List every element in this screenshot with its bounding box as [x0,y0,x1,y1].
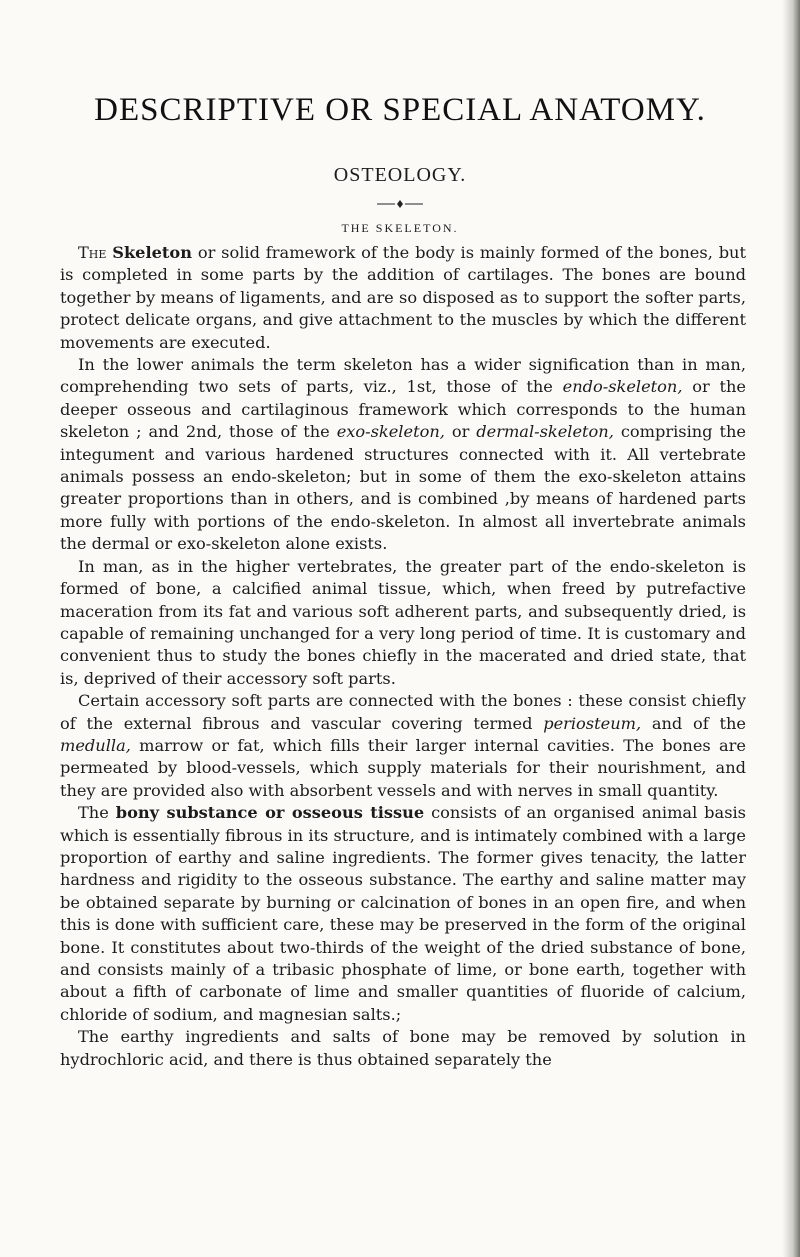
paragraph-text: The earthy ingredients and salts of bone may be removed by solution in hydrochloric acid, and there is thus obtained separately the [60,1027,746,1069]
paragraph [60,802,746,1026]
page-title: DESCRIPTIVE OR SPECIAL ANATOMY. [94,92,706,128]
paragraph-text: and of the [641,713,746,733]
italic-term: endo-skeleton, [562,377,683,397]
paragraph [60,690,746,802]
paragraph-text: or the deeper osseous and cartilaginous framework which corresponds to the human skeleton ; and 2nd, those of the [60,377,746,442]
paragraph [60,242,746,354]
page-edge-shadow [782,0,800,1257]
bold-term: Skeleton [112,243,192,262]
italic-term: medulla, [60,735,131,755]
paragraph-text: In man, as in the higher vertebrates, the greater part of the endo-skeleton is formed of bone, a calcified animal tissue, which, when freed by putrefactive maceration from its fat and various soft adherent parts, and subsequently dried, is capable of remaining unchanged for a very long period of time. It is customary and convenient thus to study the bones chiefly in the macerated and dried state, that is, deprived of their accessory soft parts. [60,556,746,688]
italic-term: exo-skeleton, [336,422,445,442]
paragraph [60,354,746,556]
lead-word: The [78,243,107,262]
paragraph [60,1026,746,1071]
paragraph [60,556,746,690]
section-heading: THE SKELETON. [341,221,459,235]
paragraph-text: marrow or fat, which fills their larger internal cavities. The bones are permeated by blood-vessels, which supply materials for their nourishment, and they are provided also with absorbent vessels and with nerves in small quantity. [60,735,746,800]
paragraph-text: In the lower animals the term skeleton has a wider signification than in man, comprehending two sets of parts, viz., 1st, those of the [60,355,746,397]
lead-word: The [78,803,109,823]
paragraph-text: consists of an organised animal basis which is essentially fibrous in its structure, and is intimately combined with a large proportion of earthy and saline ingredients. The former gives tenacity, the latter hardness and rigidity to the osseous substance. The earthy and saline matter may be obtained separate by burning or calcination of bones in an open fire, and when this is done with sufficient care, these may be preserved in the form of the original bone. It constitutes about two-thirds of the weight of the dried substance of bone, and consists mainly of a tribasic phosphate of lime, or bone earth, together with about a fifth of carbonate of lime and smaller quantities of fluoride of calcium, chloride of sodium, and magnesian salts.; [60,803,746,1024]
bold-term: bony substance or osseous tissue [115,803,425,823]
italic-term: dermal-skeleton, [476,422,614,442]
paragraph-text: comprising the integument and various hardened structures connected with it. All vertebrate animals possess an endo-skeleton; but in some of them the exo-skeleton attains greater proportions than in others, and is combined ,by means of hardened parts more fully with portions of the endo-skeleton. In almost all invertebrate animals the dermal or exo-skeleton alone exists. [60,422,746,554]
dash-diamond-dash-ornament-icon [375,197,425,211]
paragraph-text: or solid framework of the body is mainly formed of the bones, but is completed in some parts by the addition of cartilages. The bones are bound together by means of ligaments, and are so disposed as to support the softer parts, protect delicate organs, and give attachment to the muscles by which the different movements are executed. [60,243,746,352]
chapter-title: OSTEOLOGY. [333,164,467,186]
paragraph-text: or [444,422,477,442]
paragraph-text: Certain accessory soft parts are connected with the bones : these consist chiefly of the external fibrous and vascular covering termed [60,691,746,733]
body-text [60,242,746,1071]
italic-term: periosteum, [543,713,642,733]
